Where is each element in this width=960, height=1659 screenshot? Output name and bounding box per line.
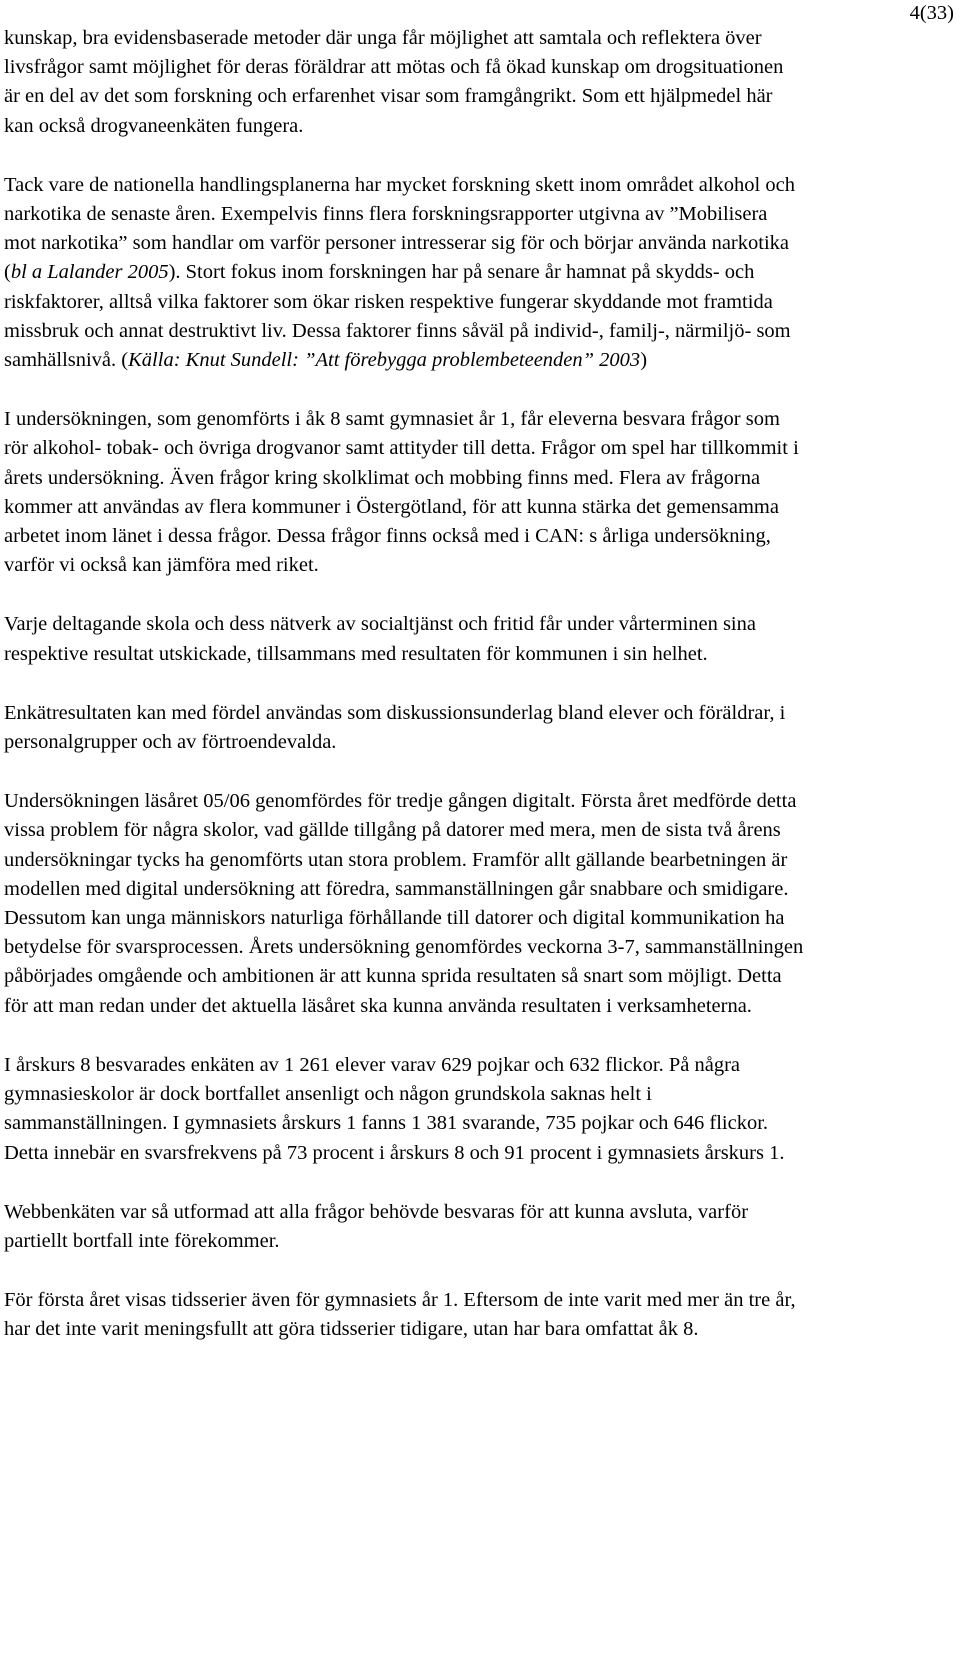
document-body bbox=[4, 24, 804, 1375]
paragraph-8: Webbenkäten var så utformad att alla frågor behövde besvaras för att kunna avsluta, varför partiellt bortfall inte förekommer. bbox=[4, 1200, 749, 1252]
citation-sundell: Källa: Knut Sundell: ”Att förebygga problembeteenden” 2003 bbox=[128, 349, 641, 372]
paragraph-5: Enkätresultaten kan med fördel användas som diskussionsunderlag bland elever och föräldrar, i personalgrupper och av förtroendevalda. bbox=[4, 701, 786, 754]
paragraph-1: kunskap, bra evidensbaserade metoder där unga får möjlighet att samtala och reflektera över livsfrågor samt möjlighet för deras föräldrar att mötas och få ökad kunskap om drogsituationen är en del av det som forskning och erfarenhet visar som framgångrikt. Som ett hjälpmedel här kan också drogvaneenkäten fungera. bbox=[4, 27, 784, 137]
paragraph-2-text-a: Tack vare de nationella handlingsplanerna har mycket forskning skett inom området alkohol och narkotika de senaste åren. Exempelvis finns flera forskningsrapporter utgivna av ”Mobilisera mot narkotika” som handlar om varför personer intresserar sig för och börjar använda narkotika ( bbox=[4, 173, 795, 284]
citation-lalander: bl a Lalander 2005 bbox=[10, 261, 169, 284]
paragraph-7: I årskurs 8 besvarades enkäten av 1 261 elever varav 629 pojkar och 632 flickor. På några gymnasieskolor är dock bortfallet ansenligt och någon grundskola saknas helt i sammanställningen. I gymnasiets årskurs 1 fanns 1 381 svarande, 735 pojkar och 646 flickor. Detta innebär en svarsfrekvens på 73 procent i årskurs 8 och 91 procent i gymnasiets årskurs 1. bbox=[4, 1053, 785, 1164]
paragraph-2 bbox=[4, 171, 804, 375]
paragraph-3: I undersökningen, som genomförts i åk 8 samt gymnasiet år 1, får eleverna besvara frågor som rör alkohol- tobak- och övriga drogvanor samt attityder till detta. Frågor om spel har tillkommit i årets undersökning. Även frågor kring skolklimat och mobbing finns med. Flera av frågorna kommer att användas av flera kommuner i Östergötland, för att kunna stärka det gemensamma arbetet inom länet i dessa frågor. Dessa frågor finns också med i CAN: s årliga undersökning, varför vi också kan jämföra med riket. bbox=[4, 408, 799, 577]
paragraph-2-text-b: ). Stort fokus inom forskningen har på senare år hamnat på skydds- och riskfaktorer, alltså vilka faktorer som ökar risken respektive fungerar skyddande mot framtida missbruk och annat destruktivt liv. Dessa faktorer finns såväl på individ-, familj-, närmiljö- som samhällsnivå. ( bbox=[4, 261, 791, 372]
paragraph-4: Varje deltagande skola och dess nätverk av socialtjänst och fritid får under vårterminen sina respektive resultat utskickade, tillsammans med resultaten för kommunen i sin helhet. bbox=[4, 613, 756, 665]
paragraph-6: Undersökningen läsåret 05/06 genomfördes för tredje gången digitalt. Första året medförde detta vissa problem för några skolor, vad gällde tillgång på datorer med mera, men de sista två årens undersökningar tycks ha genomförts utan stora problem. Framför allt gällande bearbetningen är modellen med digital undersökning att föredra, sammanställningen går snabbare och smidigare. Dessutom kan unga människors naturliga förhållande till datorer och digital kommunikation ha betydelse för svarsprocessen. Årets undersökning genomfördes veckorna 3-7, sammanställningen påbörjades omgående och ambitionen är att kunna sprida resultaten så snart som möjligt. Detta för att man redan under det aktuella läsåret ska kunna använda resultaten i verksamheterna. bbox=[4, 790, 804, 1017]
paragraph-2-text-c: ) bbox=[640, 349, 648, 372]
page-number: 4(33) bbox=[909, 2, 954, 24]
paragraph-9: För första året visas tidsserier även för gymnasiets år 1. Eftersom de inte varit med mer än tre år, har det inte varit meningsfullt att göra tidsserier tidigare, utan har bara omfattat åk 8. bbox=[4, 1289, 796, 1341]
